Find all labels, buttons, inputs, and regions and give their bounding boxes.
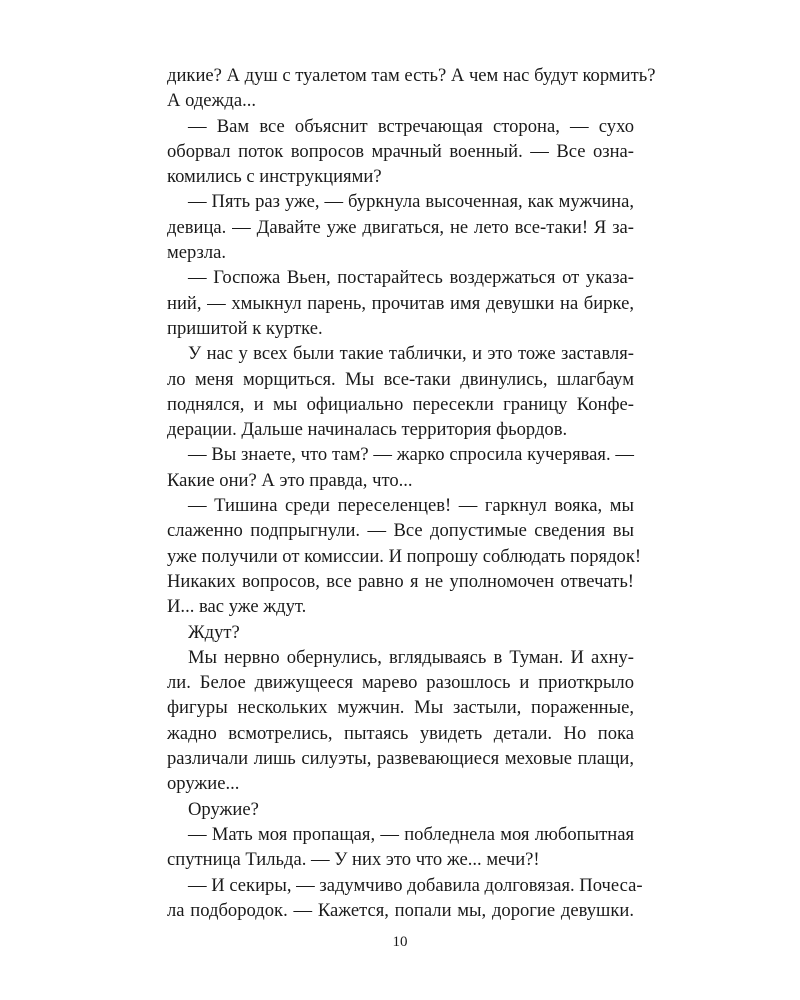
text-line: ний, — хмыкнул парень, прочитав имя девушки на бирке, (167, 292, 634, 314)
text-line: — Вам все объяснит встречающая сторона, — сухо (188, 115, 634, 137)
text-line: Какие они? А это правда, что... (167, 469, 413, 491)
text-line: оборвал поток вопросов мрачный военный. — Все озна- (167, 140, 634, 162)
text-line: Мы нервно обернулись, вглядываясь в Туман. И ахну- (188, 646, 634, 668)
text-line: спутница Тильда. — У них это что же... мечи?! (167, 849, 540, 871)
text-line: слаженно подпрыгнули. — Все допустимые сведения вы (167, 520, 634, 542)
text-line: уже получили от комиссии. И попрошу соблюдать порядок! (167, 545, 642, 567)
text-line: Никаких вопросов, все равно я не уполномочен отвечать! (167, 570, 634, 592)
text-line: И... вас уже ждут. (167, 596, 307, 618)
text-line: Оружие? (188, 798, 259, 820)
text-line: жадно всмотрелись, пытаясь увидеть детали. Но пока (167, 722, 634, 744)
text-line: пришитой к куртке. (167, 317, 323, 339)
text-line: — Госпожа Вьен, постарайтесь воздержаться от указа- (188, 267, 634, 289)
text-line: оружие... (167, 773, 240, 795)
text-line: — Тишина среди переселенцев! — гаркнул вояка, мы (188, 495, 634, 517)
text-line: поднялся, и мы официально пересекли границу Конфе- (167, 393, 634, 415)
text-line: ло меня морщиться. Мы все-таки двинулись, шлагбаум (167, 368, 634, 390)
page-number: 10 (392, 934, 408, 950)
text-line: А одежда... (167, 90, 257, 112)
text-line: — Мать моя пропащая, — побледнела моя любопытная (188, 823, 634, 845)
text-line: ли. Белое движущееся марево разошлось и приоткрыло (167, 672, 634, 694)
text-line: дикие? А душ с туалетом там есть? А чем нас будут кормить? (167, 65, 656, 86)
text-line: Ждут? (188, 621, 240, 643)
text-line: У нас у всех были такие таблички, и это тоже заставля- (188, 343, 634, 365)
text-line: мерзла. (167, 242, 227, 264)
text-line: различали лишь силуэты, развевающиеся меховые плащи, (167, 748, 634, 770)
text-line: — Вы знаете, что там? — жарко спросила кучерявая. — (188, 444, 634, 466)
text-line: — И секиры, — задумчиво добавила долговязая. Почеса- (188, 874, 643, 896)
text-line: — Пять раз уже, — буркнула высоченная, как мужчина, (188, 191, 634, 213)
text-line: девица. — Давайте уже двигаться, не лето все-таки! Я за- (167, 216, 634, 238)
text-line: ла подбородок. — Кажется, попали мы, дорогие девушки. (167, 899, 634, 921)
text-line: комились с инструкциями? (167, 166, 382, 188)
text-line: фигуры нескольких мужчин. Мы застыли, пораженные, (167, 697, 634, 719)
text-line: дерации. Дальше начиналась территория фьордов. (167, 419, 568, 441)
body-text (167, 63, 656, 923)
